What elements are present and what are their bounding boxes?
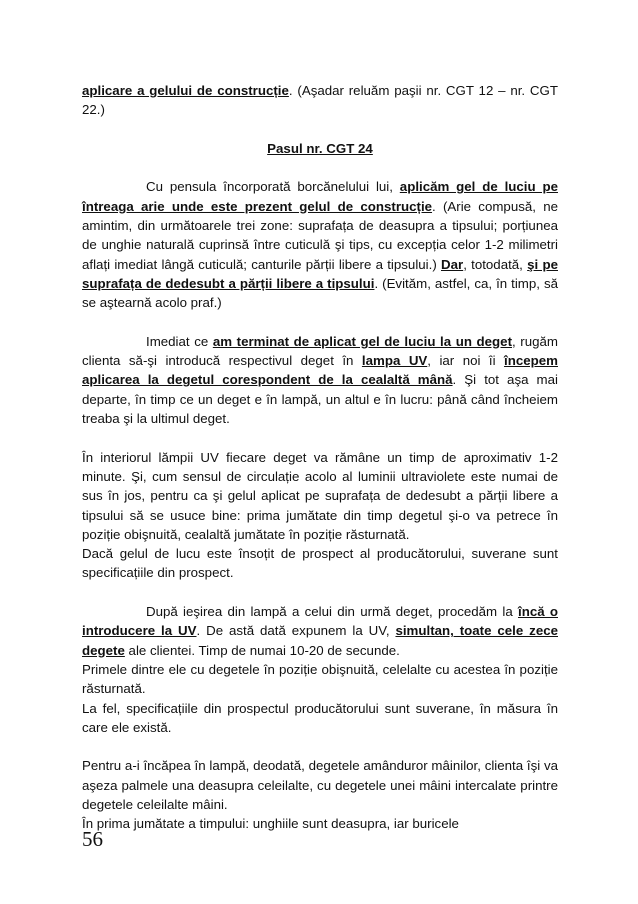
- paragraph-step-24: [82, 177, 558, 312]
- paragraph-prospect: Dacă gelul de lucu este însoțit de prospect al producătorului, suverane sunt specificațiile din prospect.: [82, 546, 558, 581]
- spacer: [82, 737, 558, 756]
- text-run: . De astă dată expunem la UV,: [196, 623, 396, 639]
- emphasis-text: începem aplicarea la degetul corespondent de la cealaltă mână: [82, 353, 558, 388]
- emphasis-text: şi pe suprafața de dedesubt a părții libere a tipsului: [82, 256, 558, 291]
- text-run: După ieşirea din lampă a celui din urmă deget, procedăm la: [146, 604, 518, 620]
- emphasis-text: Dar: [441, 256, 464, 272]
- spacer: [82, 428, 558, 447]
- paragraph-positions: Primele dintre ele cu degetele în poziție obişnuită, celelalte cu acestea în poziție răsturnată.: [82, 661, 558, 697]
- text-run: , iar noi îi: [427, 353, 505, 369]
- emphasis-text: lampa UV: [361, 353, 428, 369]
- spacer: [82, 313, 558, 332]
- paragraph-final-exposure: [82, 602, 558, 660]
- paragraph-first-half: În prima jumătate a timpului: unghiile sunt deasupra, iar buricele: [82, 816, 459, 832]
- paragraph-lamp-interior: În interiorul lămpii UV fiecare deget va rămâne un timp de aproximativ 1-2 minute. Şi, cum sensul de circulație acolo al luminii ultraviolete este numai de sus în jos, pentru ca şi gelul aplicat pe suprafața de dedesubt a părții libere a tipsului să se usuce bine: prima jumătate din timp degetul şi-o va petrece în poziție obişnuită, cealaltă jumătate în poziție răsturnată.: [82, 449, 558, 542]
- emphasis-text: aplicare a gelului de construcție: [82, 83, 289, 98]
- spacer: [82, 583, 558, 602]
- text-run: ale clientei. Timp de numai 10-20 de secunde.: [124, 642, 400, 658]
- emphasis-text: aplicăm gel de luciu pe întreaga arie unde este prezent gelul de construcție: [82, 179, 558, 214]
- text-run: . (Arie compusă, ne amintim, din următoarele trei zone: suprafața de deasupra a tipsului; porțiunea de unghie naturală cuprinsă între cuticulă şi tips, cu excepția celor 1-2 milimetri aflați imediat lângă cuticulă; canturile părții libere a tipsului.): [82, 198, 558, 272]
- paragraph-hands: Pentru a-i încăpea în lampă, deodată, degetele amânduror mâinilor, clienta îşi va aşeza palmele una deasupra celeilalte, cu degetele unei mâini intercalate printre degetele celeilalte mâini.: [82, 758, 558, 812]
- text-run: , totodată,: [463, 256, 528, 272]
- paragraph-uv-lamp: [82, 332, 558, 428]
- emphasis-text: simultan, toate cele zece degete: [82, 623, 558, 658]
- paragraph-intro: [82, 81, 558, 120]
- emphasis-text: am terminat de aplicat gel de luciu la un deget: [212, 333, 513, 349]
- emphasis-text: încă o introducere la UV: [82, 604, 558, 639]
- page-number: 56: [82, 827, 103, 851]
- body-text: [82, 81, 558, 834]
- text-run: Cu pensula încorporată borcănelului lui,: [146, 179, 400, 195]
- paragraph-specifications: La fel, specificațiile din prospectul producătorului sunt suverane, în măsura în care ele există.: [82, 700, 558, 735]
- text-run: . Şi tot aşa mai departe, în timp ce un deget e în lampă, un altul e în lucru: până când încheiem treaba şi la ultimul deget.: [82, 372, 558, 427]
- text-run: Imediat ce: [146, 333, 213, 349]
- spacer: [82, 158, 558, 177]
- section-heading: Pasul nr. CGT 24: [267, 140, 373, 156]
- spacer: [82, 120, 558, 139]
- text-run: , rugăm clienta să-şi introducă respectivul deget în: [82, 333, 558, 369]
- text-run: . (Evităm, astfel, ca, în timp, să se aştearnă acolo praf.): [82, 275, 559, 311]
- text-run: . (Aşadar reluăm paşii nr. CGT 12 – nr. CGT 22.): [82, 83, 558, 118]
